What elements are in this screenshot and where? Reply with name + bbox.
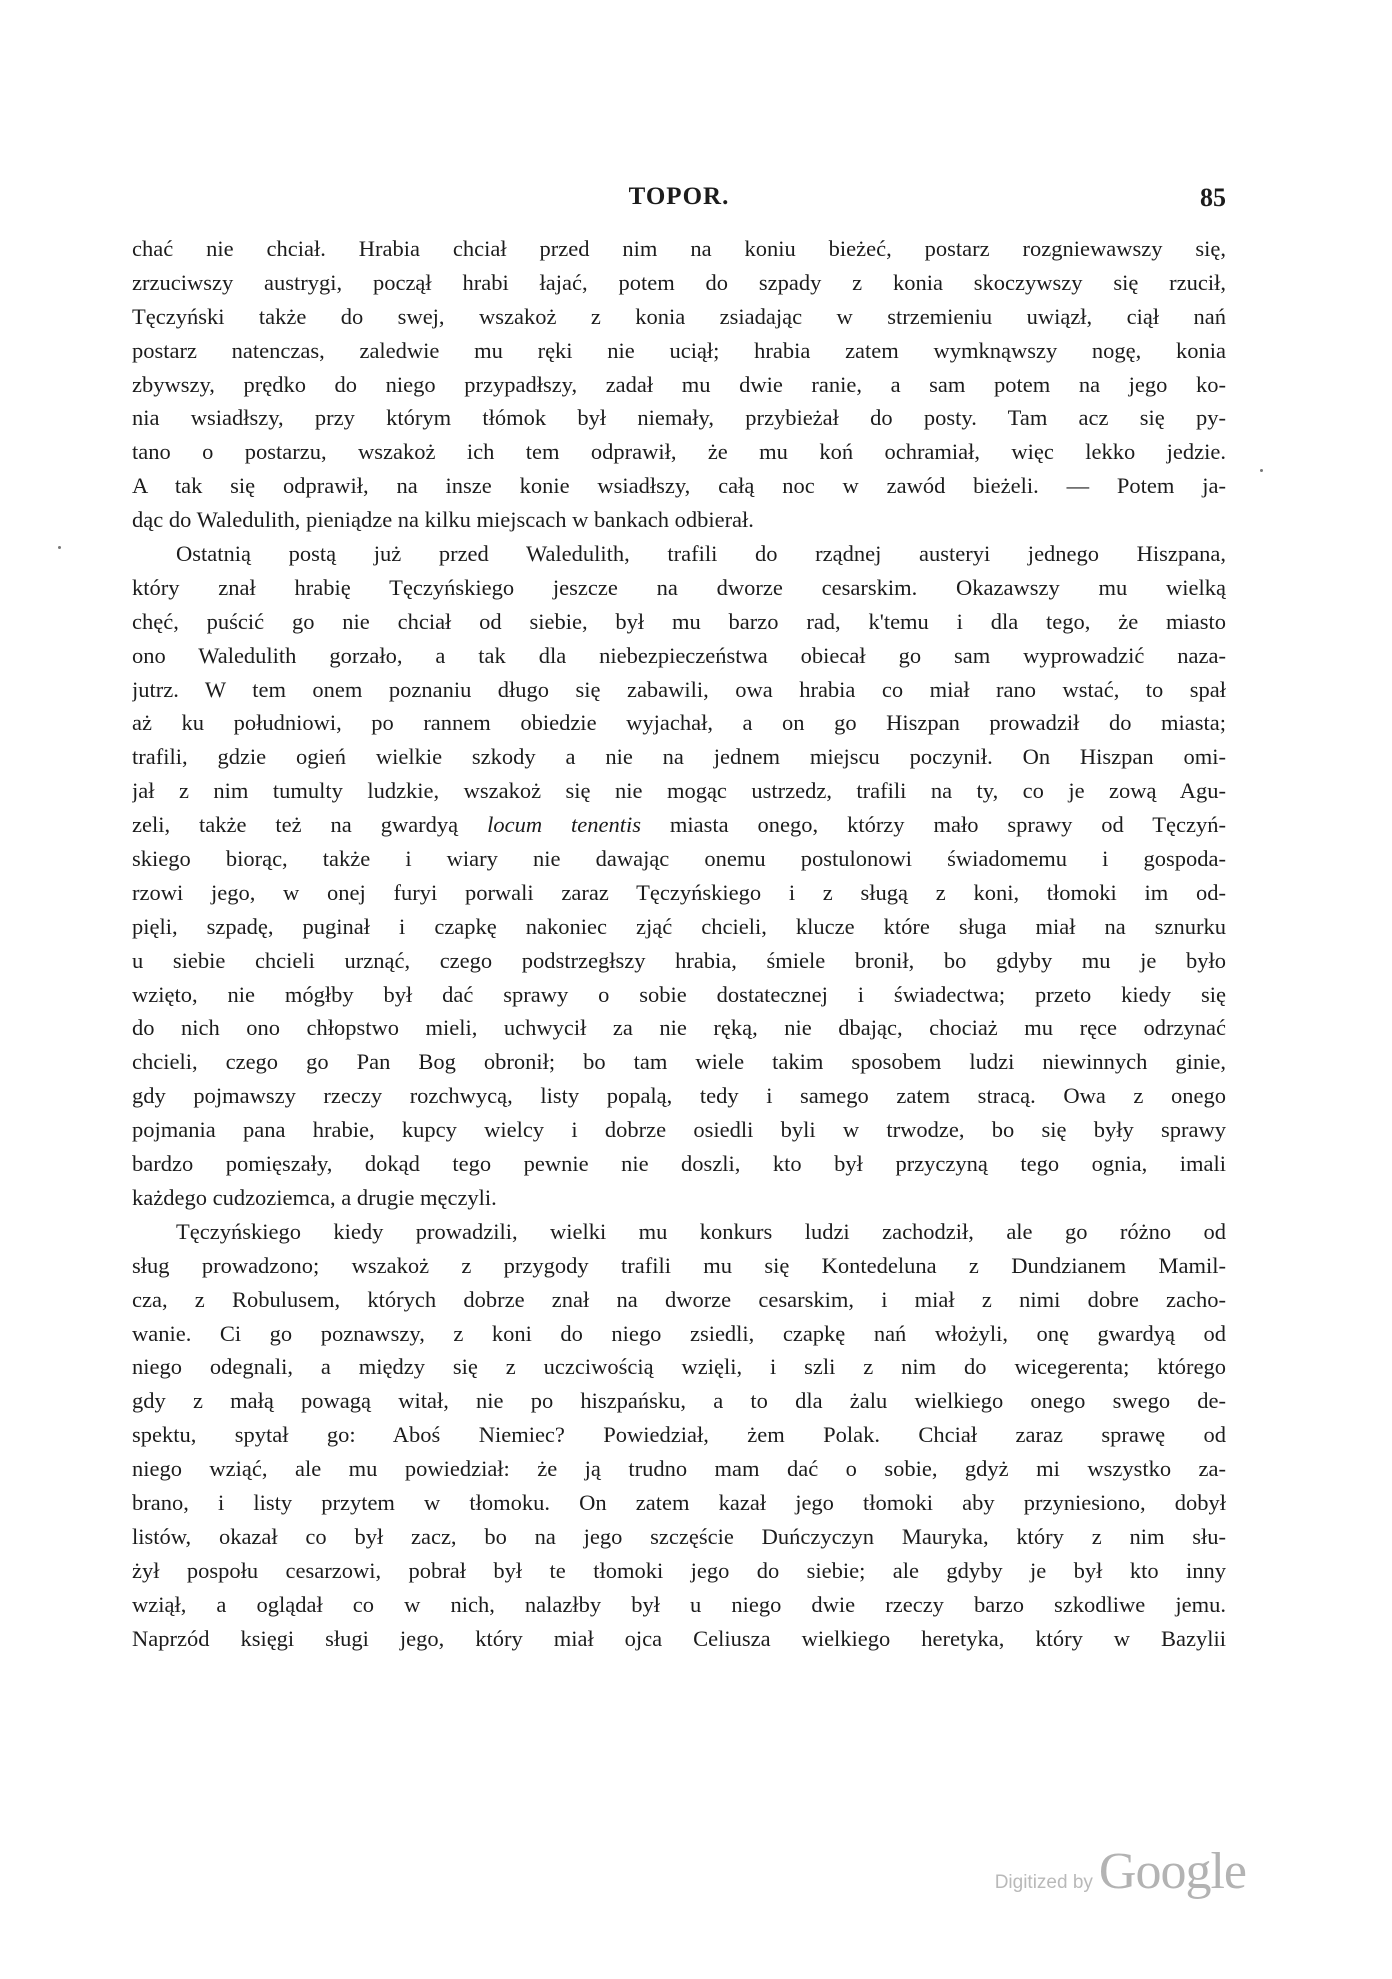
text-line: gdy pojmawszy rzeczy rozchwycą, listy popalą, tedy i samego zatem stracą. Owa z onego (132, 1083, 1226, 1109)
paragraph-3 (132, 1215, 1226, 1656)
text-line: zrzuciwszy austrygi, począł hrabi łajać, potem do szpady z konia skoczywszy się rzucił, (132, 269, 1226, 295)
text-line-with-italic (132, 808, 1226, 842)
text-line: brano, i listy przytem w tłomoku. On zatem kazał jego tłomoki aby przyniesiono, dobył (132, 1489, 1226, 1515)
text-line: wanie. Ci go poznawszy, z koni do niego zsiedli, czapkę nań włożyli, onę gwardyą od (132, 1320, 1226, 1346)
scan-speck (1260, 469, 1263, 472)
text-line: Ostatnią postą już przed Waledulith, trafili do rządnej austeryi jednego Hiszpana, (176, 541, 1226, 567)
text-line: listów, okazał co był zacz, bo na jego szczęście Duńczyczyn Mauryka, który z nim słu- (132, 1523, 1226, 1549)
text-line: bardzo pomięszały, dokąd tego pewnie nie doszli, kto był przyczyną tego ognia, imali (132, 1151, 1226, 1177)
watermark-prefix: Digitized by (994, 1872, 1093, 1893)
text-line: pięli, szpadę, puginał i czapkę nakoniec zjąć chcieli, klucze które sługa miał na sznurku (132, 913, 1226, 939)
text-line: każdego cudzoziemca, a drugie męczyli. (132, 1184, 497, 1210)
text-line: nia wsiadłszy, przy którym tłómok był niemały, przybieżał do posty. Tam acz się py- (132, 405, 1226, 431)
text-line: gdy z małą powagą witał, nie po hiszpańsku, a to dla żalu wielkiego onego swego de- (132, 1388, 1226, 1414)
text-line: cza, z Robulusem, których dobrze znał na dworze cesarskim, i miał z nimi dobre zacho- (132, 1286, 1226, 1312)
text-line: do nich ono chłopstwo mieli, uchwycił za nie ręką, nie dbając, chociaż mu ręce odrzynać (132, 1015, 1226, 1041)
text-line: chcieli, czego go Pan Bog obronił; bo tam wiele takim sposobem ludzi niewinnych ginie, (132, 1049, 1226, 1075)
text-line: spektu, spytał go: Aboś Niemiec? Powiedział, żem Polak. Chciał zaraz sprawę od (132, 1422, 1226, 1448)
text-line: wziął, a oglądał co w nich, nalazłby był u niego dwie rzeczy barzo szkodliwe jemu. (132, 1591, 1226, 1617)
text-line: który znał hrabię Tęczyńskiego jeszcze na dworze cesarskim. Okazawszy mu wielką (132, 574, 1226, 600)
running-title: TOPOR. (628, 183, 730, 210)
text-line: aż ku południowi, po rannem obiedzie wyjachał, a on go Hiszpan prowadził do miasta; (132, 710, 1226, 736)
text-line: niego wziąć, ale mu powiedział: że ją trudno mam dać o sobie, gdyż mi wszystko za- (132, 1456, 1226, 1482)
text-line: Naprzód księgi sługi jego, który miał ojca Celiusza wielkiego heretyka, który w Bazylii (132, 1625, 1226, 1651)
text-line: niego odegnali, a między się z uczciwością wzięli, i szli z nim do wicegerenta; którego (132, 1354, 1226, 1380)
text-line: pojmania pana hrabie, kupcy wielcy i dobrze osiedli byli w trwodze, bo się były sprawy (132, 1117, 1226, 1143)
text-line: chęć, puścić go nie chciał od siebie, był mu barzo rad, k'temu i dla tego, że miasto (132, 608, 1226, 634)
google-logo: Google (1098, 1843, 1246, 1900)
text-line: wzięto, nie mógłby był dać sprawy o sobie dostatecznej i świadectwa; przeto kiedy się (132, 981, 1226, 1007)
text-line: A tak się odprawił, na insze konie wsiadłszy, całą noc w zawód bieżeli. — Potem ja- (132, 473, 1226, 499)
text-segment: miasta onego, którzy mało sprawy od Tęczyń- (640, 812, 1226, 838)
text-line: sług prowadzono; wszakoż z przygody trafili mu się Kontedeluna z Dundzianem Mamil- (132, 1252, 1226, 1278)
paragraph-1 (132, 232, 1226, 537)
text-line: chać nie chciał. Hrabia chciał przed nim na koniu bieżeć, postarz rozgniewawszy się, (132, 236, 1226, 261)
italic-latin-phrase: locum tenentis (487, 812, 641, 838)
text-line: Tęczyński także do swej, wszakoż z konia zsiadając w strzemieniu uwiązł, ciął nań (132, 303, 1226, 329)
text-line: trafili, gdzie ogień wielkie szkody a nie na jednem miejscu poczynił. On Hiszpan omi- (132, 744, 1226, 770)
page-number: 85 (1200, 183, 1226, 212)
text-line: zbywszy, prędko do niego przypadłszy, zadał mu dwie ranie, a sam potem na jego ko- (132, 371, 1226, 397)
text-line: postarz natenczas, zaledwie mu ręki nie uciął; hrabia zatem wymknąwszy nogę, konia (132, 337, 1226, 363)
text-line: tano o postarzu, wszakoż ich tem odprawił, że mu koń ochramiał, więc lekko jedzie. (132, 439, 1226, 465)
text-line: ono Waledulith gorzało, a tak dla niebezpieczeństwa obiecał go sam wyprowadzić naza- (132, 642, 1226, 668)
body-text (132, 232, 1226, 1655)
text-line: Tęczyńskiego kiedy prowadzili, wielki mu konkurs ludzi zachodził, ale go różno od (176, 1218, 1226, 1244)
text-line: skiego biorąc, także i wiary nie dawając onemu postulonowi świadomemu i gospoda- (132, 846, 1226, 872)
scan-speck (58, 546, 61, 549)
text-segment: zeli, także też na gwardyą (132, 812, 459, 838)
text-line: rzowi jego, w onej furyi porwali zaraz Tęczyńskiego i z sługą z koni, tłomoki im od- (132, 879, 1226, 905)
text-line: dąc do Waledulith, pieniądze na kilku miejscach w bankach odbierał. (132, 507, 754, 533)
text-line: u siebie chcieli urznąć, czego podstrzegłszy hrabia, śmiele bronił, bo gdyby mu je było (132, 947, 1226, 973)
text-line: jutrz. W tem onem poznaniu długo się zabawili, owa hrabia co miał rano wstać, to spał (132, 676, 1226, 702)
text-line: jał z nim tumulty ludzkie, wszakoż się nie mogąc ustrzedz, trafili na ty, co je zową Agu- (132, 778, 1226, 804)
paragraph-2 (132, 537, 1226, 1215)
page-header (132, 183, 1226, 223)
digitized-by-google-watermark (995, 1842, 1246, 1901)
text-line: żył pospołu cesarzowi, pobrał był te tłomoki jego do siebie; ale gdyby je był kto inny (132, 1557, 1226, 1583)
